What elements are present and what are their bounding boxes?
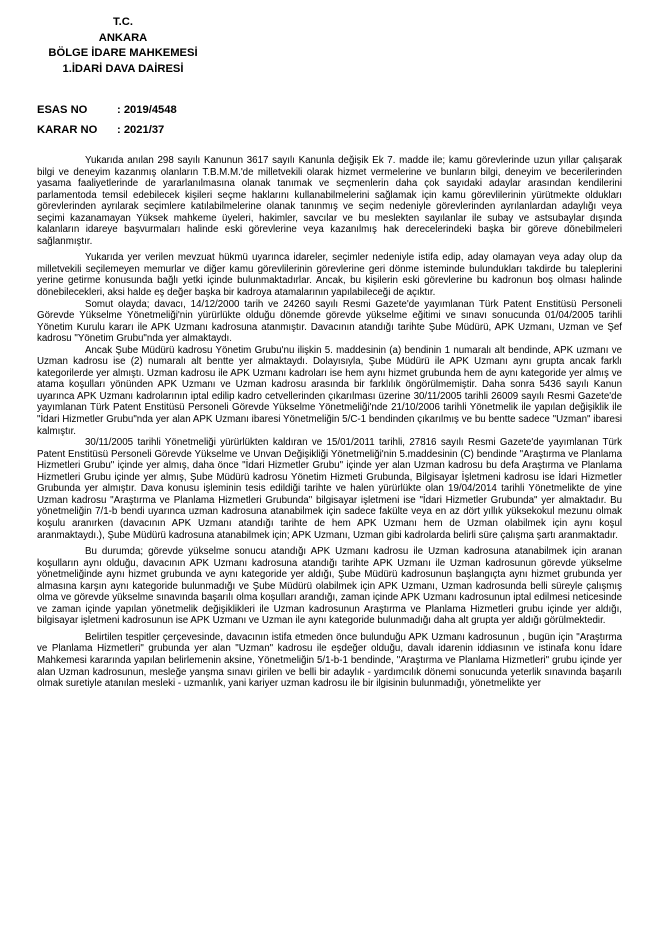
case-info (37, 100, 177, 140)
decision-body (37, 155, 622, 690)
header-country: T.C. (113, 16, 133, 28)
karar-row (37, 120, 177, 140)
karar-value: : 2021/37 (117, 124, 165, 136)
header-court-name: BÖLGE İDARE MAHKEMESİ (48, 47, 198, 59)
paragraph: Yukarıda yer verilen mevzuat hükmü uyarınca idareler, seçimler nedeniyle istifa edip, aday olamayan veya aday olup da milletvekili seçilemeyen memurlar ve diğer kamu görevlilerinin görevlerine geri dönme isteminde bulundukları takdirde bu taleplerini yerine getirme konusunda bağlı yetki içinde bulunmaktadırlar. Ancak, bu kişilerin eski görevlerine bu kadronun boş olması halinde dönebilecekleri, aksi halde eş değer başka bir kadroya atamalarının yapılabileceği de açıktır. (37, 252, 622, 299)
header-city: ANKARA (98, 31, 148, 44)
header-chamber: 1.İDARİ DAVA DAİRESİ (62, 62, 184, 75)
paragraph: Ancak Şube Müdürü kadrosu Yönetim Grubu'nu ilişkin 5. maddesinin (a) bendinin 1 numaralı alt bendinde, APK uzmanı ve Uzman kadrosu ise (2) numaralı alt bentte yer almaktaydı. Dolayısıyla, Şube Müdürü ile APK Uzmanı aynı grupta ancak farklı kategorilerde yer almıştı. Uzman kadrosu ile APK Uzmanı kadroları ise hem aynı hizmet grubunda hem de aynı kategoride yer almış ve atama koşulları yönünden APK Uzmanı ve Uzman kadrosu arasında bir farklılık öngörülmemiştir. Daha sonra 5436 sayılı Kanun uyarınca APK Uzmanı kadrolarının iptal edilip kadro cetvellerinden çıkarılması üzerine 30/11/2005 tarihli 26009 sayılı Resmi Gazete'de yayımlanan Türk Patent Enstitüsü Personeli Görevde Yükselme Yönetmeliği'nde 21/10/2006 tarihli Yönetmelik ile yapılan değişiklik ile "İdari Hizmetler Grubu"nda yer alan APK Uzmanı ibaresi Yönetmeliğin 5/C-1 bendinden çıkarılmış ve bu bentte sadece "Uzman" ibaresi kalmıştır. (37, 344, 622, 437)
paragraph: 30/11/2005 tarihli Yönetmeliği yürürlükten kaldıran ve 15/01/2011 tarihli, 27816 sayılı Resmi Gazete'de yayımlanan Türk Patent Enstitüsü Personeli Görevde Yükselme ve Unvan Değişikliği Yönetmeliği'nin 5.maddesinin (C) bendinde "Araştırma ve Planlama Hizmetleri Grubu" içinde yer almış, daha önce "İdari Hizmetler Grubu" içinde yer alan Uzman kadrosu bu defa Araştırma ve Planlama Hizmetleri Grubu içinde yer almış, Şube Müdürü kadrosu Yönetim Hizmeti Grubunda, Bilgisayar İşletmeni kadrosu ise İdari Hizmetler Grubunda yer almıştır. Dava konusu işleminin tesis edildiği tarihte ve halen yürürlükte olan 19/04/2014 tarihli Yönetmelikte de yine Uzman kadrosu "Araştırma ve Planlama Hizmetleri Grubunda" bilgisayar işletmeni ise "İdari Hizmetler Grubunda" yer almaktadır. Bu yönetmeliğin 7/1-b bendi uyarınca uzman kadrosuna atanabilmek için sadece fakülte veya en az dört yıllık yüksekokul mezunu olmak koşulu aranırken (davacının APK Uzmanı atandığı tarihte de hem APK Uzmanı hem de Uzman olabilmek için aynı koşul aranmaktaydı.), Şube Müdürü kadrosuna atanabilmek için; APK Uzmanı, Uzman gibi kadrolarda belirli süre çalışma şartı aranmaktadır. (37, 437, 622, 541)
esas-label: ESAS NO (37, 104, 88, 116)
paragraph: Bu durumda; görevde yükselme sonucu atandığı APK Uzmanı kadrosu ile Uzman kadrosuna atanabilmek için aranan koşulların aynı olduğu, davacının APK Uzmanı kadrosuna atandığı tarihte APK Uzmanı ile Uzman kadrosunun görevde yükselme yönetmeliğinde aynı hizmet grubunda ve aynı kategoride yer aldığı, Şube Müdürü kadrosunun başlangıçta aynı hizmet grubunda yer almasına karşın aynı kategoride bulunmadığı ve Şube Müdürü olabilmek için APK Uzmanı, Uzman kadrosunda belli süreyle çalışmış olma ve görevde yükselme sınavında başarılı olma koşulları arandığı, zaman içinde APK Uzmanı kadrosunun iptal edilmesi neticesinde ve zaman içinde yapılan yönetmelik değişiklikleri ile Uzman kadrosunun Araştırma ve Planlama Hizmetleri grubu içinde yer aldığı, bilgisayar işletmeni kadrosunun ise APK Uzmanı ve Uzman ile aynı kategoride bulunmadığı daha alt grupta yer aldığı görülmektedir. (37, 546, 622, 627)
paragraph: Belirtilen tespitler çerçevesinde, davacının istifa etmeden önce bulunduğu APK Uzmanı kadrosunun , bugün için "Araştırma ve Planlama Hizmetleri" grubunda yer alan "Uzman" kadrosu ile eşdeğer olduğu, davalı idarenin iddiasının ve istinafa konu İdare Mahkemesi kararında yapılan belirlemenin aksine, Yönetmeliğin 5/1-b-1 bendinde, "Araştırma ve Planlama Hizmetleri" grubu içinde yer alan Uzman kadrosunun, mesleğe yanşma sınavı girilen ve belli bir adaylık - yardımcılık dönemi sonucunda yeterlik sınavında başarılı olmak suretiyle atanılan mesleki - uzmanlık, yani kariyer uzman kadrosu ile bir ilgisinin bulunmadığı, yönetmelikte yer (37, 631, 622, 690)
court-header (38, 15, 208, 77)
esas-value: : 2019/4548 (117, 104, 177, 116)
karar-label: KARAR NO (37, 124, 98, 136)
paragraph: Somut olayda; davacı, 14/12/2000 tarih ve 24260 sayılı Resmi Gazete'de yayımlanan Türk Patent Enstitüsü Personeli Görevde Yükselme Yönetmeliği'nin yürürlükte olduğu dönemde görevde yükselme eğitimi ve sınavı sonucunda 01/04/2005 tarihli Yönetim Kurulu kararı ile APK Uzmanı kadrosuna atanmıştır. Davacının atandığı tarihte Şube Müdürü, APK Uzmanı, Uzman ve Şef kadrosu "Yönetim Grubu"nda yer almaktaydı. (37, 298, 622, 345)
paragraph: Yukarıda anılan 298 sayılı Kanunun 3617 sayılı Kanunla değişik Ek 7. madde ile; kamu görevlerinde uzun yıllar çalışarak bilgi ve deneyim kazanmış olanların T.B.M.M.'de milletvekili olarak hizmet vermelerine ve bunların bilgi, deneyim ve becerilerinden yasama faaliyetlerinde de yararlanılmasına olanak tanımak ve seçmenlerin daha çok sayıdaki adaylar arasından kendilerini parlamentoda temsil edebilecek kişileri seçme haklarını kullanabilmelerini sağlamak için kamu görevlilerinin yürütmekte oldukları görevlerinden ayrılarak seçimlere katılabilmelerine olanak tanınmış ve seçim nedeniyle görevlerinden ayrılanlardan adaylığı veya seçimi kazanamayan Yüksek mahkeme üyeleri, hakimler, savcılar ve bu meslekten sayılanlar ile subay ve astsubaylar dışında kalanların idareye başvurmaları halinde eski görevlerine veya kazanılmış hak derecelerindeki başka bir göreve dönebilmeleri sağlanmıştır. (37, 155, 622, 247)
esas-row (37, 100, 177, 120)
